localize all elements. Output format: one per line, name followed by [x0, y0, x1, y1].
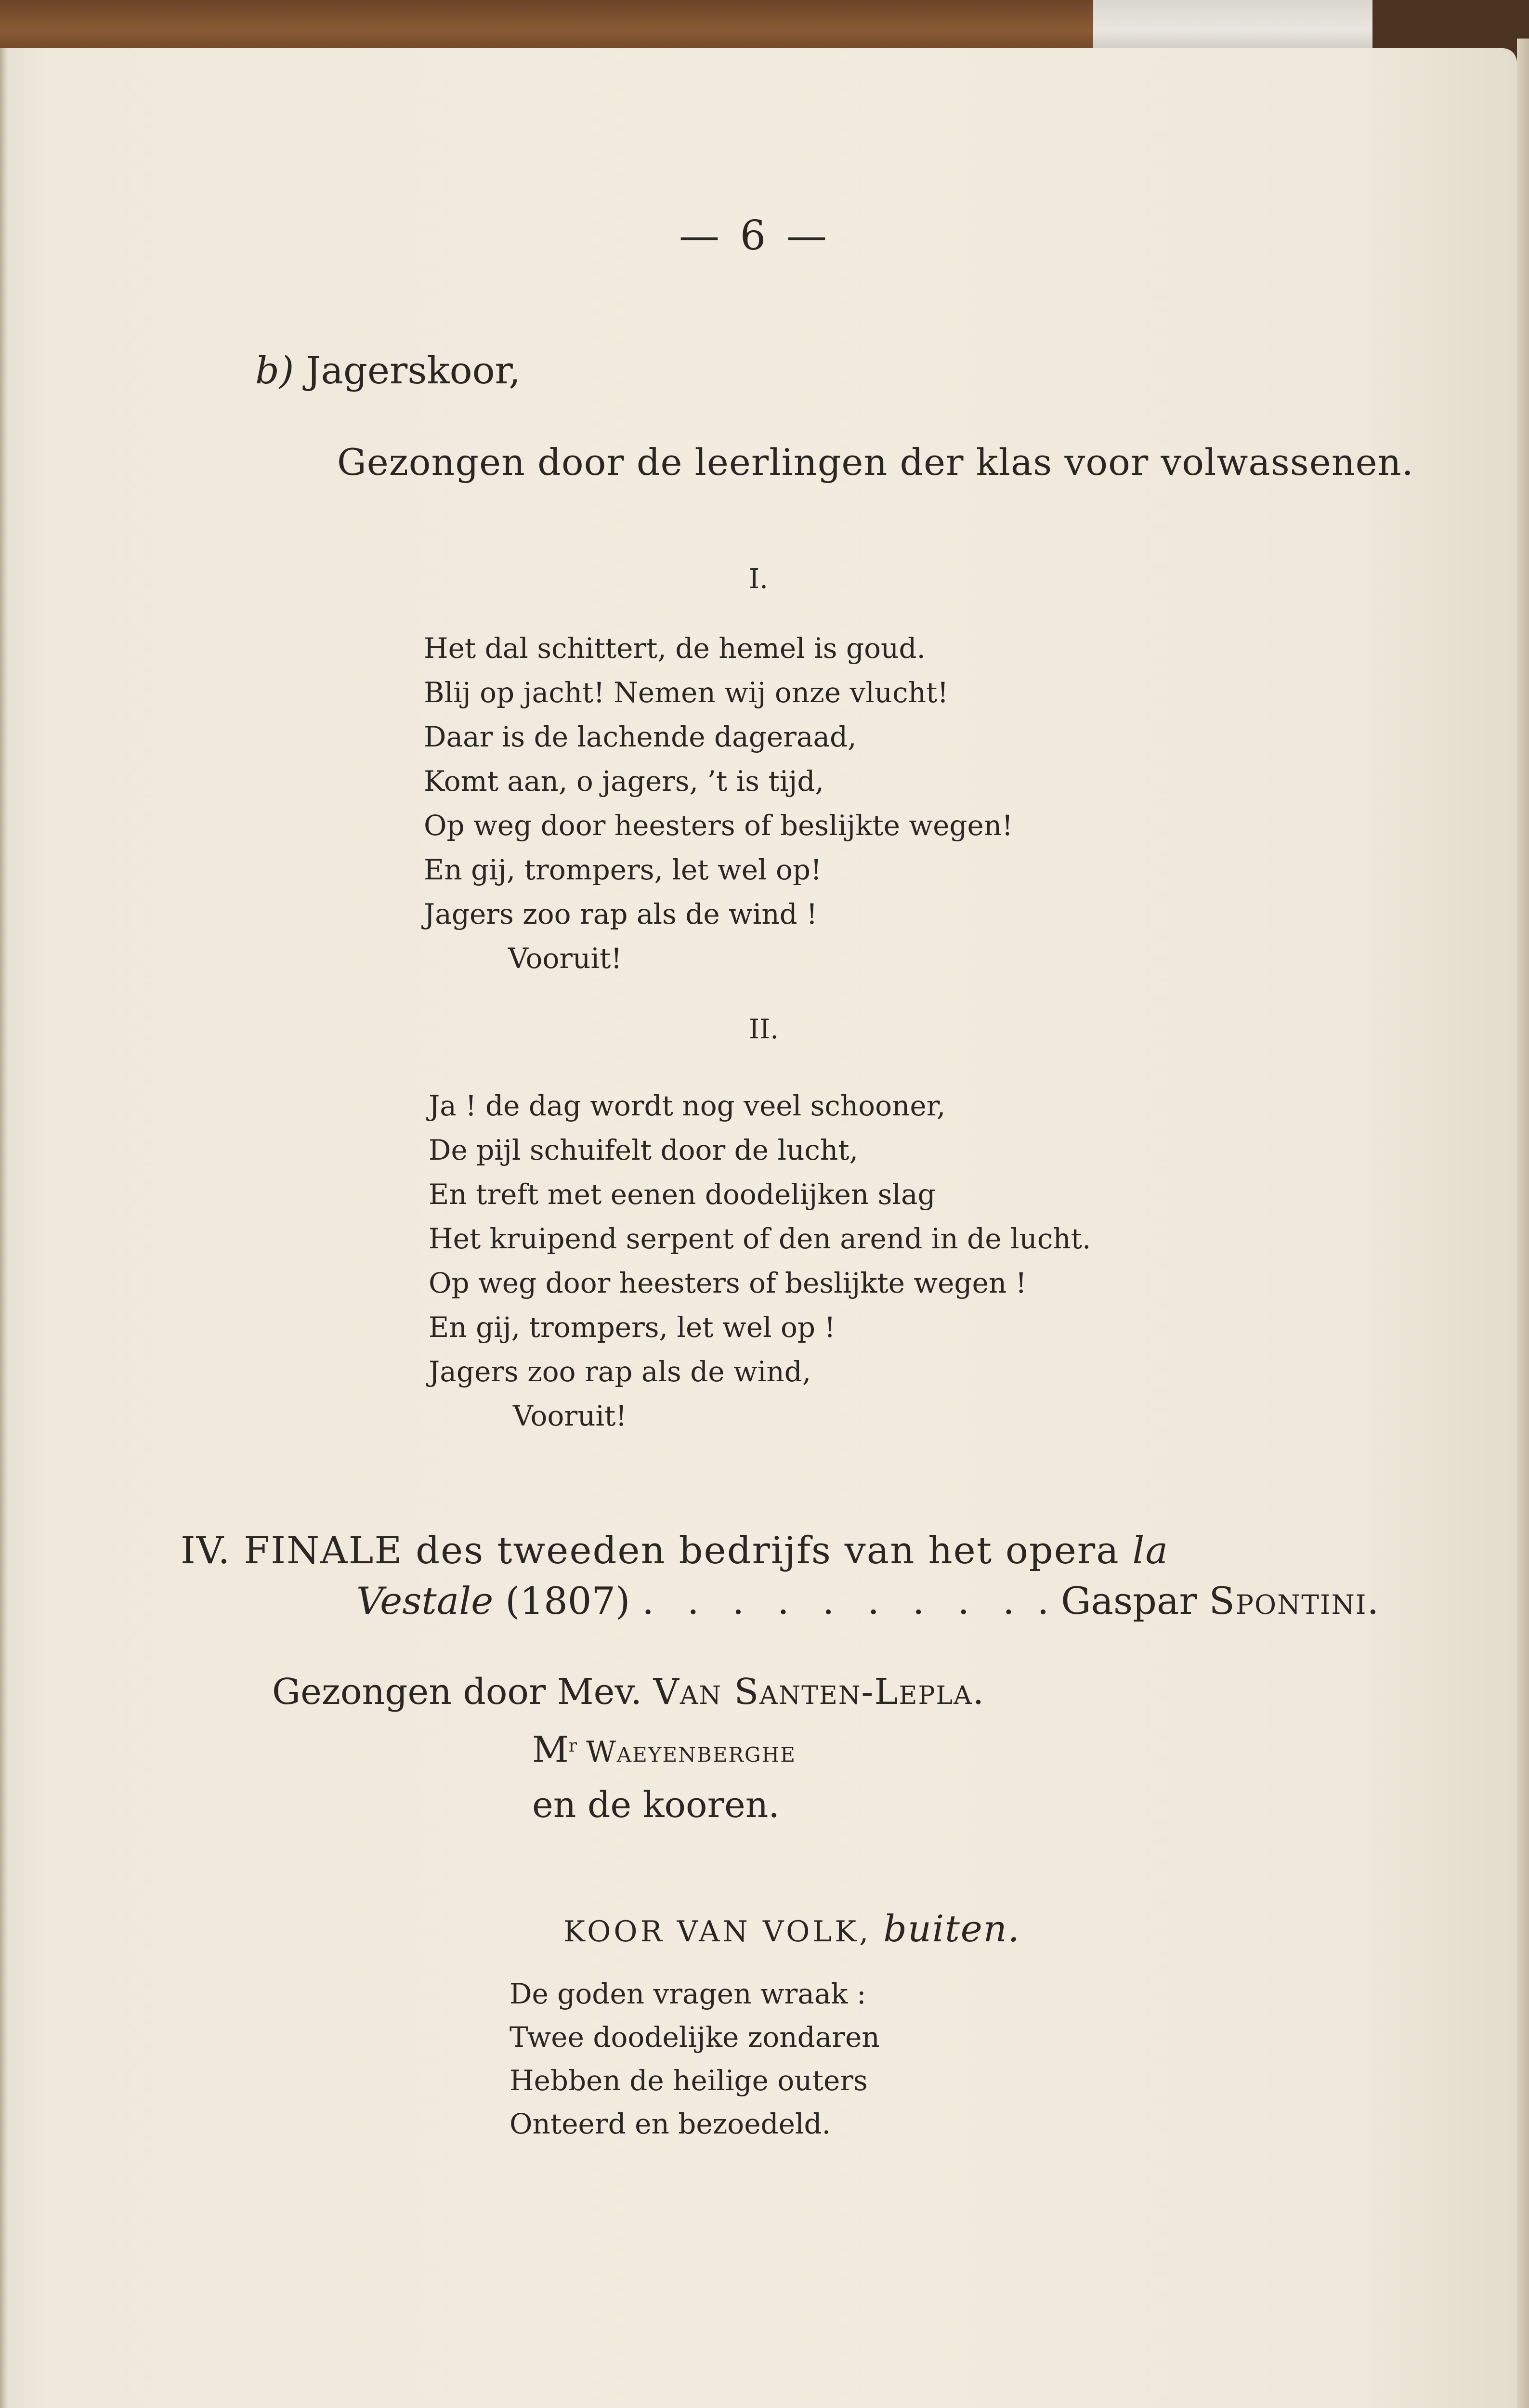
composer-end: .	[1367, 1580, 1379, 1623]
verse-line: Jagers zoo rap als de wind,	[429, 1355, 811, 1388]
verse-line: En gij, trompers, let wel op!	[424, 853, 822, 886]
finale-title: FINALE des tweeden bedrijfs van het opera	[244, 1529, 1120, 1572]
opera-title: Vestale	[356, 1580, 494, 1623]
chorus-label: KOOR VAN VOLK,	[563, 1915, 872, 1949]
chorus-label-italic: buiten.	[883, 1907, 1020, 1950]
performers-line: en de kooren.	[532, 1784, 780, 1826]
verse-line: En treft met eenen doodelijken slag	[429, 1178, 936, 1211]
section-title: Jagerskoor,	[306, 349, 521, 393]
section-heading	[255, 349, 521, 393]
verse-line: De pijl schuifelt door de lucht,	[429, 1134, 859, 1166]
verse-line: Op weg door heesters of beslijkte wegen !	[429, 1267, 1027, 1299]
verse-line: De goden vragen wraak :	[510, 1977, 866, 2010]
composer-first: . Gaspar	[1037, 1580, 1197, 1623]
stanza-1	[424, 626, 1013, 981]
verse-line: Vooruit!	[513, 1400, 627, 1432]
verse-line: Onteerd en bezoedeld.	[510, 2107, 831, 2140]
cover-label	[1093, 0, 1372, 51]
verse-line: Vooruit!	[508, 942, 622, 975]
verse-line: Komt aan, o jagers, ’t is tijd,	[424, 765, 824, 798]
performers-line	[272, 1671, 984, 1713]
finale-heading-cont	[356, 1580, 1379, 1623]
verse-line: Op weg door heesters of beslijkte wegen!	[424, 809, 1013, 842]
performer-title-sup: r	[568, 1736, 577, 1756]
chorus-verse	[510, 1972, 880, 2146]
program-number: IV.	[181, 1529, 231, 1572]
performer-end: .	[972, 1671, 984, 1713]
performer-name: Van Santen-Lepla	[653, 1671, 973, 1713]
section-marker: b)	[255, 349, 294, 393]
verse-line: Blij op jacht! Nemen wij onze vlucht!	[424, 676, 949, 709]
chorus-heading	[563, 1907, 1020, 1950]
verse-line: Ja ! de dag wordt nog veel schooner,	[429, 1089, 946, 1122]
verse-line: Hebben de heilige outers	[510, 2064, 868, 2097]
section-performers: Gezongen door de leerlingen der klas voor volwassenen.	[337, 441, 1414, 484]
page-number: — 6 —	[679, 212, 831, 259]
performers-prefix: Gezongen door Mev.	[272, 1671, 642, 1713]
finale-title-italic: la	[1132, 1529, 1169, 1572]
verse-line: Het dal schittert, de hemel is goud.	[424, 632, 926, 665]
stanza-numeral: I.	[749, 563, 768, 595]
verse-line: Het kruipend serpent of den arend in de lucht.	[429, 1222, 1091, 1255]
stanza-2	[429, 1084, 1091, 1438]
opera-year: (1807)	[505, 1580, 630, 1623]
performers-line	[532, 1729, 796, 1770]
verse-line: Jagers zoo rap als de wind !	[424, 898, 818, 930]
verse-line: Twee doodelijke zondaren	[510, 2021, 880, 2054]
composer-last: Spontini	[1209, 1580, 1367, 1623]
finale-heading	[181, 1529, 1169, 1572]
performer-name: Waeyenberghe	[586, 1735, 796, 1769]
verse-line: Daar is de lachende dageraad,	[424, 720, 857, 753]
stanza-numeral: II.	[749, 1014, 779, 1045]
page-gutter	[0, 48, 9, 2408]
leader-dots: . . . . . . . . .	[642, 1580, 1025, 1623]
page-edge	[1517, 39, 1529, 2408]
performer-title: M	[532, 1729, 569, 1770]
verse-line: En gij, trompers, let wel op !	[429, 1311, 836, 1344]
